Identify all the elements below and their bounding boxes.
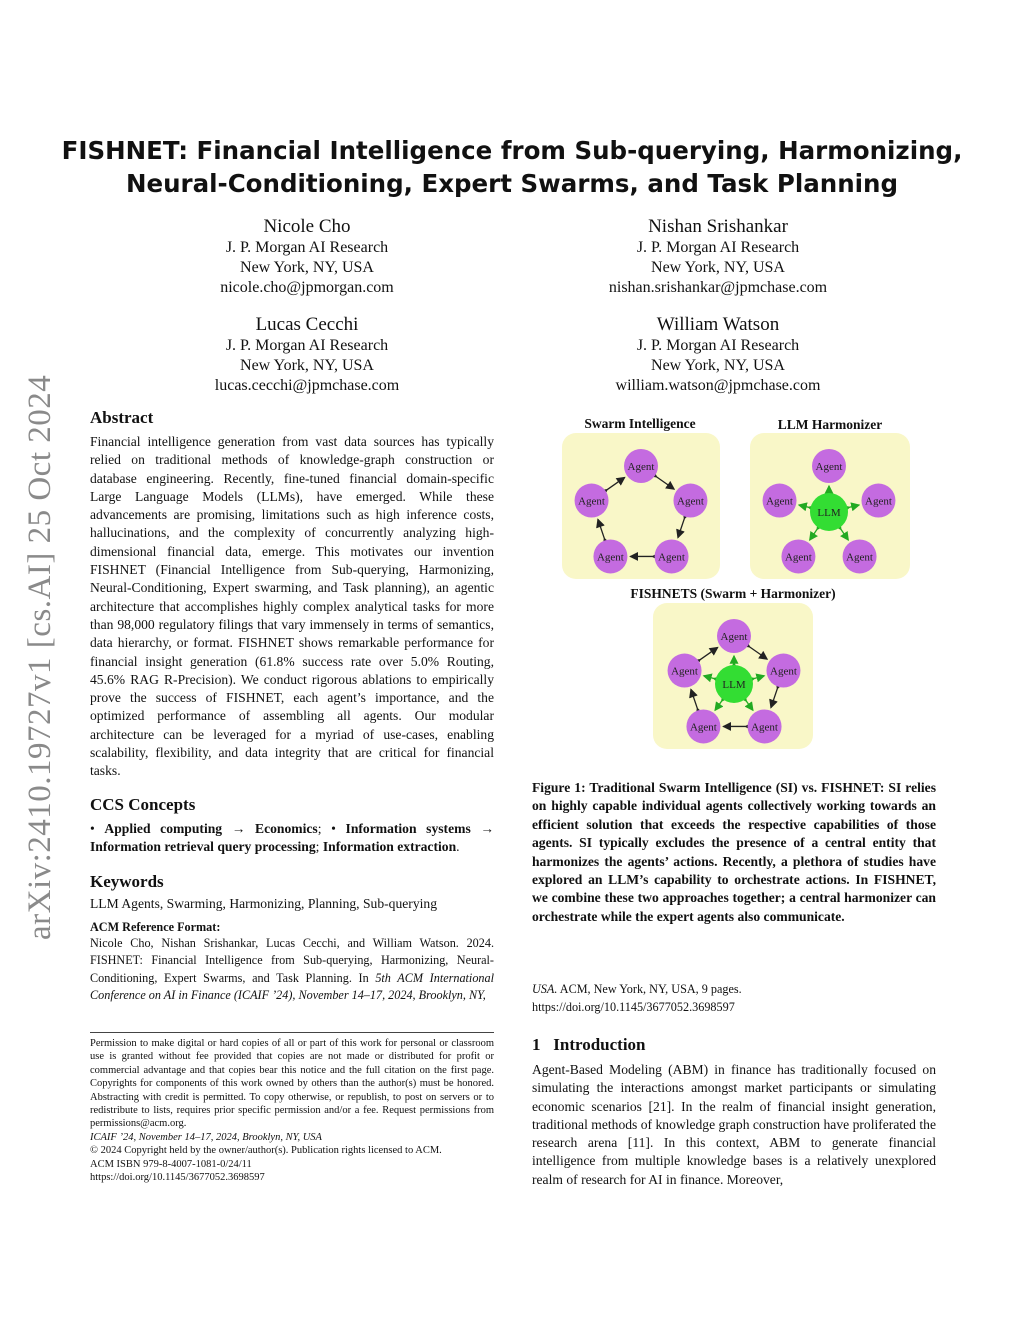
swarm-agent-node-label: Agent [578, 495, 605, 508]
harmonizer-arrow [799, 505, 809, 507]
abstract-text: Financial intelligence generation from vast data sources has typically relied on traditional methods of knowledge-graph construction or database engineering. Recently, fine-tuned financial domain-specific Large Language Models (LLMs), have emerged. While these advancements are promising, limitations such as high inference costs, hallucinations, and the complexity of concurrently analyzing high-dimensional financial data, emerge. This motivates our invention FISHNET (Financial Intelligence from Sub-querying, Harmonizing, Neural-Conditioning, Expert swarming, and Task planning), an agentic architecture that accomplishes highly complex analytical tasks for more than 98,000 regulatory filings that vary immensely in terms of semantics, data hierarchy, or format. FISHNET shows remarkable performance for financial insight generation (61.8% success rate over 5.0% Routing, 45.6% RAG R-Precision). We conduct rigorous ablations to empirically prove the success of FISHNET, each agent’s importance, and the optimized performance of assembling all agents. Our modular architecture can be leveraged for a myriad of use-cases, enabling scalability, flexibility, and data integrity that are critical for financial tasks. [90, 434, 494, 779]
fishnets-agent-node-label: Agent [689, 721, 717, 734]
fishnets-agent-node-label: Agent [671, 665, 698, 678]
figure-caption [532, 779, 936, 926]
copyright-line: © 2024 Copyright held by the owner/author(s). Publication rights licensed to ACM. [90, 1145, 442, 1157]
swarm-label: Swarm Intelligence [584, 416, 696, 431]
author-name: Lucas Cecchi [255, 314, 359, 335]
acm-ref-continuation [532, 981, 936, 1016]
acm-ref-cont-plain: ACM, New York, NY, USA, 9 pages. https://doi.org/10.1145/3677052.3698597 [532, 982, 742, 1014]
caption-label: Figure 1: [532, 780, 586, 795]
harmonizer-agent-node-label: Agent [815, 461, 843, 473]
author-location: New York, NY, USA [651, 357, 785, 374]
fishnets-agent-node-label: Agent [770, 665, 797, 678]
ccs-concept: Information systems [345, 820, 471, 836]
ccs-concept: Applied computing [104, 820, 223, 836]
fishnets-ring-arrow [771, 689, 777, 708]
ccs-separator: ; [315, 838, 320, 854]
author-name: Nishan Srishankar [648, 216, 788, 237]
title-line-1: FISHNET: Financial Intelligence from Sub-querying, Harmonizing, [61, 136, 963, 165]
harmonizer-agent-node-label: Agent [865, 495, 892, 508]
ccs-arrow: → [480, 820, 494, 836]
author-email: william.watson@jpmchase.com [615, 377, 821, 394]
introduction-section [532, 1035, 936, 1189]
author-org: J. P. Morgan AI Research [225, 239, 389, 256]
ccs-concept: Economics [255, 820, 318, 836]
harmonizer-agent-node-label: Agent [846, 551, 874, 564]
abstract-heading: Abstract [90, 408, 154, 427]
author-name: Nicole Cho [263, 216, 351, 237]
harmonizer-arrow [810, 529, 817, 540]
acm-ref-italic: 5th ACM International Conference on AI in Finance (ICAIF ’24), November 14–17, 2024, Brooklyn, NY, [90, 970, 494, 1003]
doi-line: https://doi.org/10.1145/3677052.3698597 [90, 1172, 265, 1184]
harmonizer-llm-node-label: LLM [817, 507, 841, 519]
swarm-agent-node-label: Agent [627, 461, 655, 473]
permission-text: Permission to make digital or hard copies of all or part of this work for personal or classroom use is granted without fee provided that copies are not made or distributed for profit or commercial advantage and that copies bear this notice and the full citation on the first page. Copyrights for components of this work owned by others than the author(s) must be honored. Abstracting with credit is permitted. To copy otherwise, or republish, to post on servers or to redistribute to lists, requires prior specific permission and/or a fee. Request permissions from permissions@acm.org. [90, 1038, 494, 1130]
fishnets-ring-arrow [750, 647, 767, 659]
author-email: nicole.cho@jpmorgan.com [220, 279, 394, 296]
ccs-separator: ; [317, 820, 322, 836]
keywords-heading: Keywords [90, 872, 164, 892]
intro-number: 1 [532, 1035, 541, 1054]
intro-heading [532, 1035, 936, 1055]
author-org: J. P. Morgan AI Research [225, 337, 389, 354]
ccs-bullet: • [90, 820, 95, 836]
fishnets-llm-arrow [754, 676, 764, 679]
harmonizer-arrow [841, 529, 848, 540]
fishnets-ring-arrow [700, 647, 717, 659]
author-location: New York, NY, USA [240, 259, 374, 276]
harmonizer-agent-node-label: Agent [784, 551, 812, 564]
harmonizer-label: LLM Harmonizer [777, 417, 883, 432]
ccs-concept: Information extraction [322, 838, 457, 854]
fishnets-label: FISHNETS (Swarm + Harmonizer) [630, 586, 836, 601]
fishnets-llm-arrow [746, 701, 753, 710]
fishnets-ring-arrow [691, 689, 697, 708]
arxiv-stamp: arXiv:2410.19727v1 [cs.AI] 25 Oct 2024 [22, 374, 58, 940]
acm-ref-plain: Nicole Cho, Nishan Srishankar, Lucas Cecchi, and William Watson. 2024. FISHNET: Financial Intelligence from Sub-querying, Harmonizing, Neural-Conditioning, Expert Swarms, and Task Planning. In [90, 935, 494, 985]
title-line-2: Neural-Conditioning, Expert Swarms, and Task Planning [125, 169, 899, 198]
fishnets-agent-node-label: Agent [720, 631, 748, 643]
fishnets-llm-arrow [704, 676, 714, 679]
fishnets-agent-node-label: Agent [751, 721, 779, 734]
swarm-ring-arrow [678, 519, 684, 538]
caption-text: Traditional Swarm Intelligence (SI) vs. FISHNET: SI relies on highly capable individual agents collectively working towards an efficient solution that exceeds the respective capabilities of those agents. SI typically excludes the presence of a central entity that harmonizes the agents’ actions. Recently, a plethora of studies have explored an LLM’s capability to orchestrate actions. In FISHNET, we combine these two approaches together; a central harmonizer can orchestrate while the expert agents also communicate. [532, 780, 937, 924]
author-location: New York, NY, USA [240, 357, 374, 374]
intro-text: Agent-Based Modeling (ABM) in finance has traditionally focused on simulating the interactions amongst market participants or simulating economic scenarios [21]. In the realm of financial insight generation, traditional methods of knowledge graph construction have proliferated the research arena [11]. In this context, ABM to generate financial intelligence from multiple knowledge bases is a relatively unexplored realm of research for AI in finance. Moreover, [532, 1062, 936, 1187]
fishnets-llm-node-label: LLM [722, 679, 746, 691]
author-org: J. P. Morgan AI Research [636, 239, 800, 256]
acm-ref-heading: ACM Reference Format: [90, 919, 221, 934]
swarm-agent-node-label: Agent [658, 551, 686, 564]
ccs-bullet: • [331, 820, 336, 836]
fishnets-llm-arrow [715, 701, 722, 710]
swarm-ring-arrow [607, 477, 624, 489]
harmonizer-arrow [849, 505, 859, 507]
ccs-concept: Information retrieval query processing [90, 838, 316, 854]
ccs-end: . [456, 838, 460, 854]
swarm-ring-arrow [657, 477, 674, 489]
author-email: nishan.srishankar@jpmchase.com [608, 279, 828, 296]
swarm-agent-node-label: Agent [596, 551, 624, 564]
swarm-agent-node-label: Agent [677, 495, 704, 508]
keywords-text: LLM Agents, Swarming, Harmonizing, Planning, Sub-querying [90, 896, 437, 912]
author-email: lucas.cecchi@jpmchase.com [214, 377, 400, 394]
intro-title: Introduction [553, 1035, 646, 1054]
ccs-heading: CCS Concepts [90, 794, 196, 814]
isbn-line: ACM ISBN 979-8-4007-1081-0/24/11 [90, 1158, 252, 1170]
acm-ref-cont-italic: USA. [532, 982, 558, 996]
conference-line: ICAIF ’24, November 14–17, 2024, Brooklyn, NY, USA [90, 1131, 322, 1143]
harmonizer-agent-node-label: Agent [766, 495, 793, 508]
author-location: New York, NY, USA [651, 259, 785, 276]
ccs-arrow: → [231, 820, 246, 836]
author-org: J. P. Morgan AI Research [636, 337, 800, 354]
swarm-ring-arrow [598, 519, 604, 538]
author-name: William Watson [656, 314, 780, 335]
